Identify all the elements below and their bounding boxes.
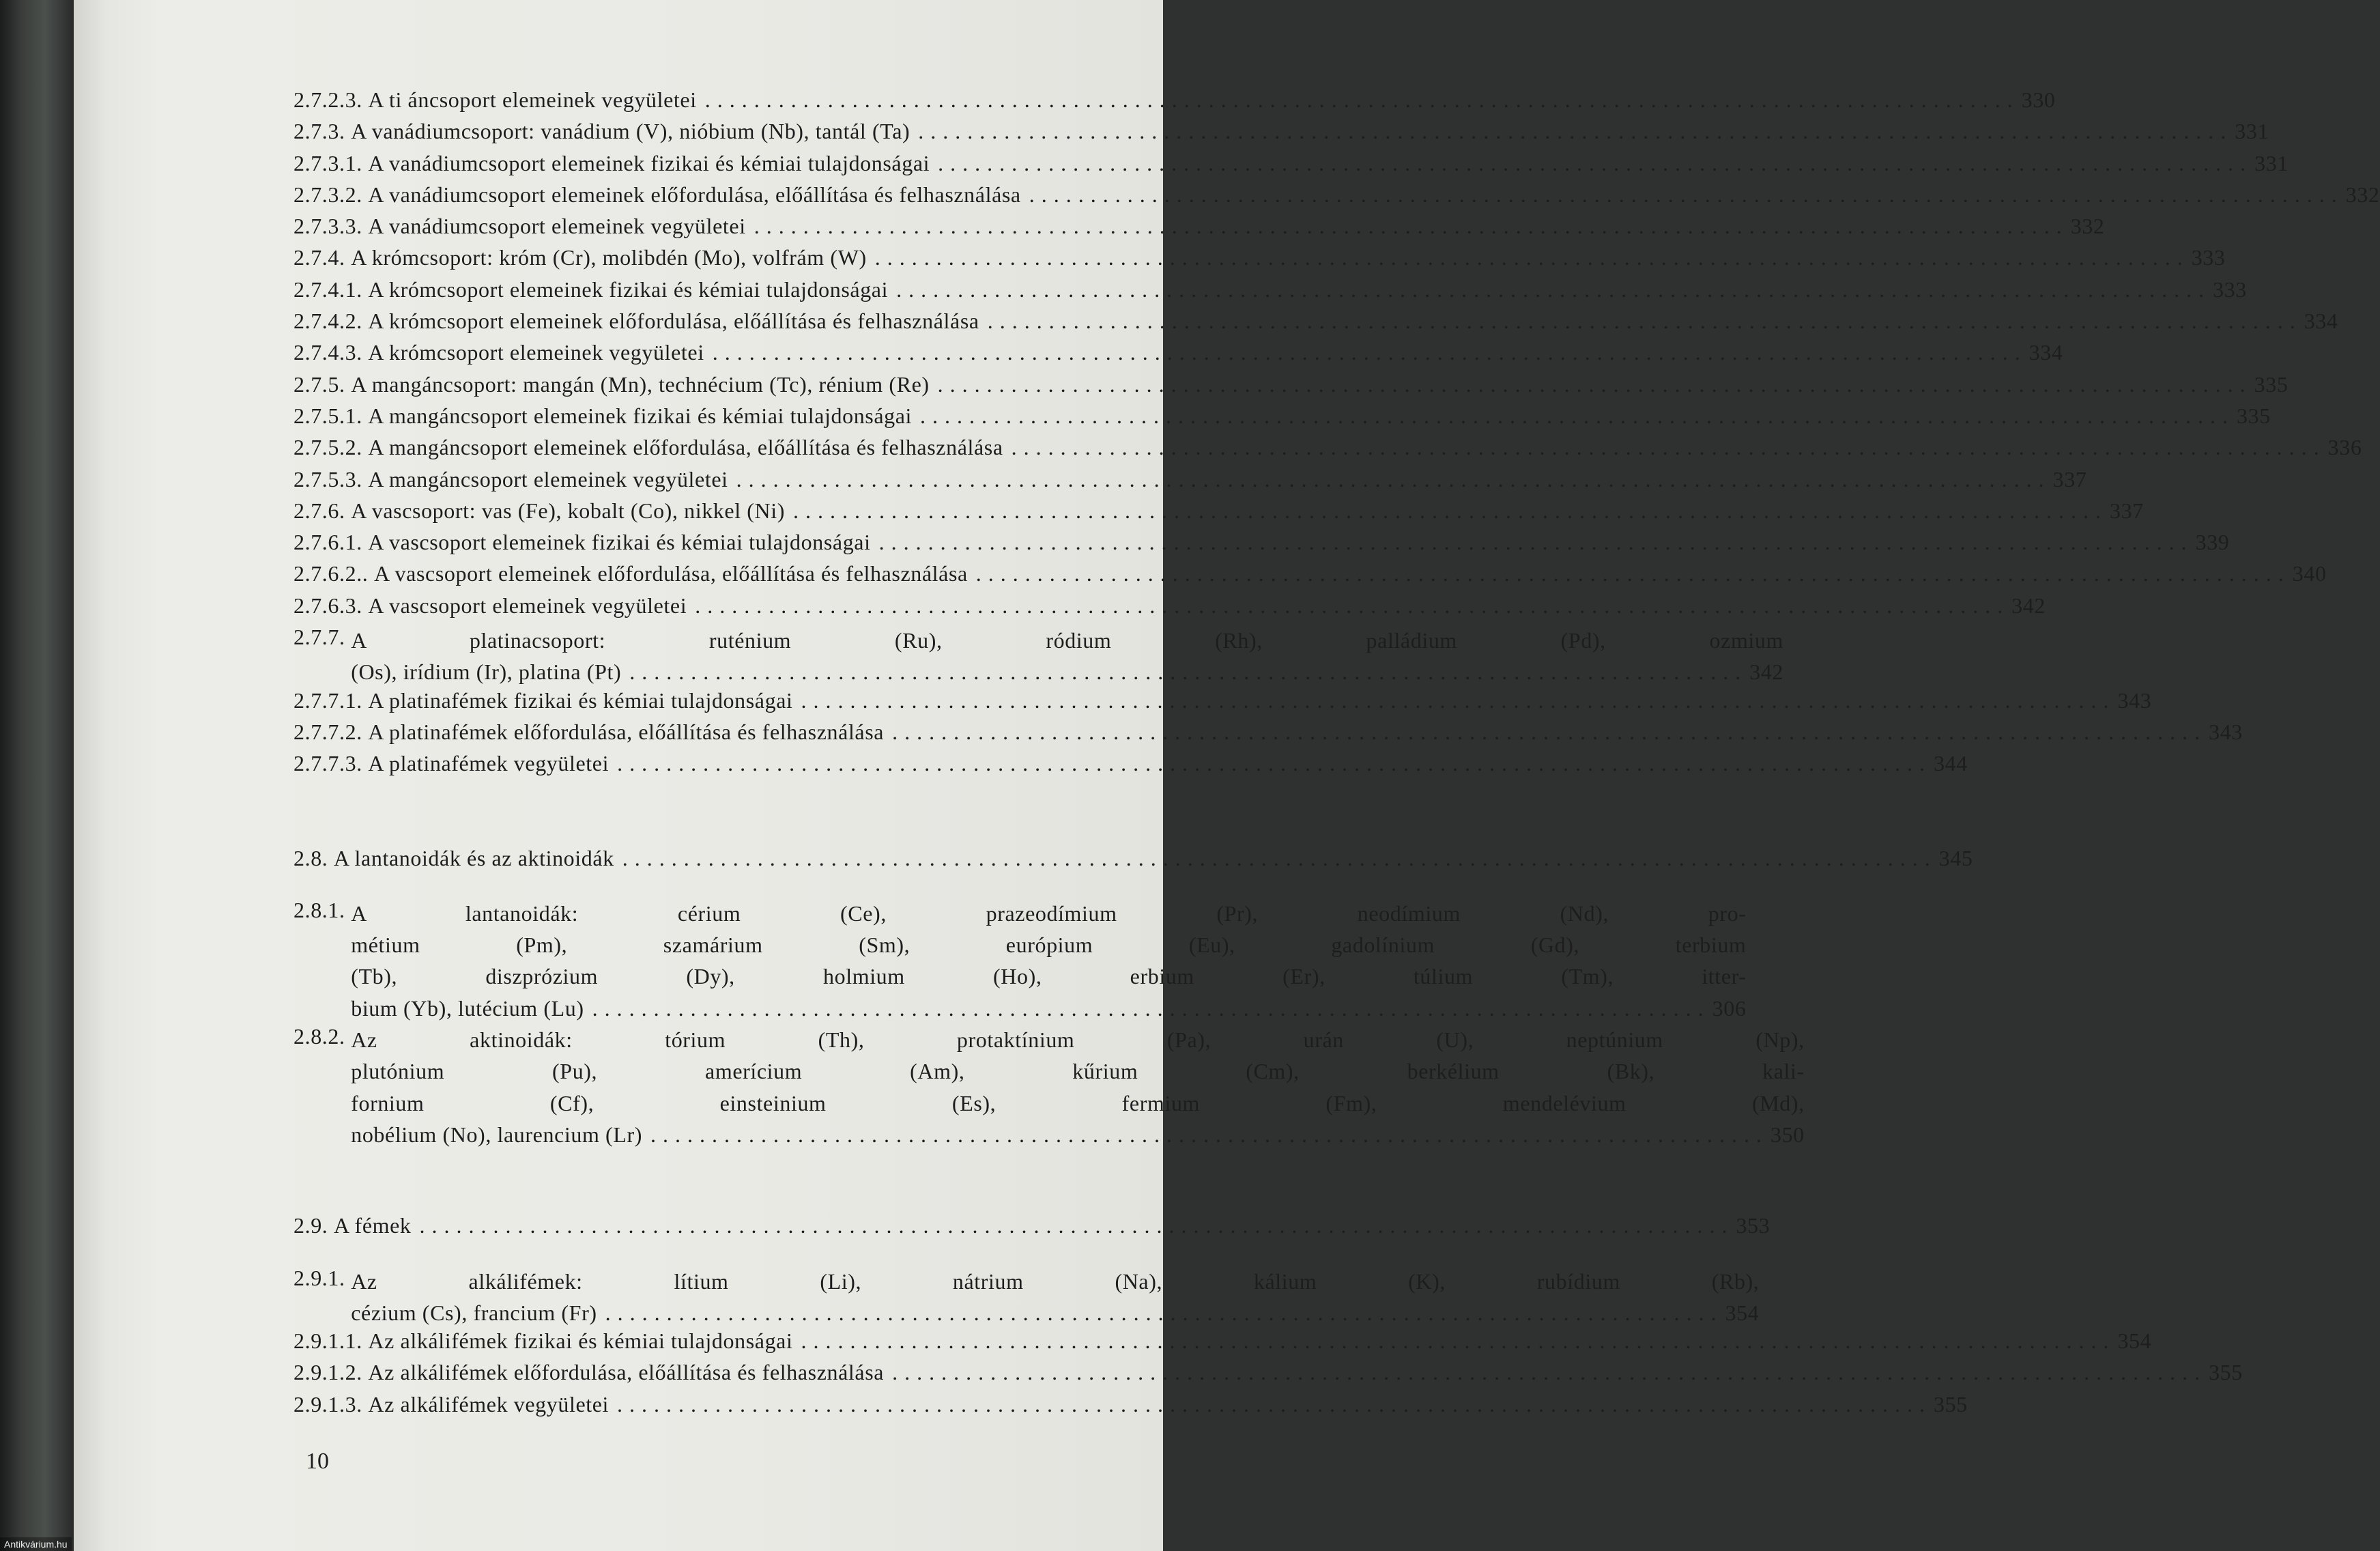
dot-leader <box>713 340 2021 365</box>
toc-group-2-7 <box>293 87 2380 625</box>
toc-entry-title: A mangáncsoport: mangán (Mn), technécium (Tc), rénium (Re) <box>351 371 930 397</box>
dot-leader <box>875 245 2183 270</box>
dot-leader <box>736 467 2045 492</box>
book-page <box>74 0 2380 1551</box>
toc-entry-title: A mangáncsoport elemeinek vegyületei <box>368 466 728 492</box>
toc-entry-page: 342 <box>2011 593 2046 618</box>
toc-entry-number: 2.8.1. <box>293 897 345 922</box>
toc-entry <box>293 687 2152 720</box>
toc-entry-number: 2.7.3. <box>293 119 345 144</box>
toc-entry-title-line: (Os), irídium (Ir), platina (Pt) <box>351 659 622 685</box>
toc-entry-title: A vanádiumcsoport elemeinek vegyületei <box>368 214 746 239</box>
toc-entry <box>293 214 2105 245</box>
toc-entry-number: 2.7.3.3. <box>293 214 362 239</box>
toc-entry-title-line: A platinacsoport: ruténium (Ru), ródium (Rh), palládium (Pd), ozmium <box>351 628 1784 653</box>
toc-entry-page: 330 <box>2021 87 2056 112</box>
table-of-contents <box>293 87 2380 1423</box>
toc-entry-number: 2.7.6.2.. <box>293 561 369 586</box>
toc-entry-number: 2.7.4.3. <box>293 340 362 365</box>
toc-entry-title-line: bium (Yb), lutécium (Lu) <box>351 995 584 1021</box>
dot-leader <box>896 277 2205 302</box>
toc-entry-title: A vanádiumcsoport elemeinek fizikai és kémiai tulajdonságai <box>368 150 930 175</box>
toc-entry-page: 335 <box>2237 403 2271 428</box>
toc-entry-title-line: A lantanoidák: cérium (Ce), prazeodímium (Pr), neodímium (Nd), pro- <box>351 900 1747 926</box>
toc-entry-page: 343 <box>2117 687 2152 713</box>
dot-leader <box>617 1392 1925 1417</box>
toc-entry-page: 344 <box>1934 751 1968 776</box>
toc-entry-page: 334 <box>2304 309 2338 334</box>
toc-entry-number: 2.7.4.2. <box>293 309 362 334</box>
toc-entry-2-8-1 <box>293 897 1747 1024</box>
toc-entry <box>293 466 2087 498</box>
toc-entry-page: 343 <box>2209 719 2243 744</box>
toc-entry <box>293 1391 1968 1423</box>
toc-entry-title: A fémek <box>334 1213 412 1238</box>
dot-leader <box>650 1119 1762 1150</box>
toc-entry <box>293 87 2056 119</box>
toc-entry-page: 339 <box>2195 530 2230 555</box>
dot-leader <box>420 1213 1728 1238</box>
dot-leader <box>592 993 1704 1024</box>
toc-entry-title: A krómcsoport elemeinek vegyületei <box>368 340 704 365</box>
toc-entry-page: 354 <box>2117 1328 2152 1354</box>
toc-entry <box>293 119 2269 150</box>
toc-entry <box>293 150 2289 182</box>
toc-entry-page: 350 <box>1770 1122 1805 1147</box>
toc-entry-title: A platinafémek előfordulása, előállítása és felhasználása <box>368 719 885 744</box>
toc-entry-page: 334 <box>2028 340 2063 365</box>
toc-entry-number: 2.7.7.3. <box>293 751 362 776</box>
toc-entry-page: 333 <box>2191 245 2226 270</box>
toc-entry-title: A vanádiumcsoport elemeinek előfordulása, előállítása és felhasználása <box>368 182 1021 207</box>
toc-entry-title: Az alkálifémek fizikai és kémiai tulajdonságai <box>368 1328 793 1354</box>
toc-entry-number: 2.7.6.3. <box>293 593 362 618</box>
dot-leader <box>629 656 1741 687</box>
toc-entry-number: 2.9.1.2. <box>293 1360 362 1385</box>
toc-entry-page: 306 <box>1712 995 1747 1021</box>
toc-entry-number: 2.7.3.2. <box>293 182 362 207</box>
toc-entry <box>293 719 2243 751</box>
dot-leader <box>938 372 2246 397</box>
dot-leader <box>705 87 2013 113</box>
toc-entry-title: A krómcsoport elemeinek előfordulása, előállítása és felhasználása <box>368 309 979 334</box>
toc-entry-2-8-2 <box>293 1024 1805 1150</box>
toc-entry <box>293 593 2046 625</box>
toc-entry-page: 345 <box>1938 845 1973 870</box>
toc-entry-title: A mangáncsoport elemeinek előfordulása, előállítása és felhasználása <box>368 435 1003 460</box>
dot-leader <box>892 1360 2200 1385</box>
toc-entry-title: Az alkálifémek előfordulása, előállítása és felhasználása <box>368 1360 885 1385</box>
toc-entry <box>293 498 2144 530</box>
toc-entry-title-line: plutónium (Pu), amerícium (Am), kűrium (Cm), berkélium (Bk), kali- <box>351 1059 1805 1084</box>
dot-leader <box>892 720 2200 745</box>
toc-entry-number: 2.7.7. <box>293 625 345 650</box>
dot-leader <box>617 751 1925 776</box>
dot-leader <box>988 309 2296 334</box>
dot-leader <box>918 119 2226 144</box>
toc-entry-title: A vascsoport elemeinek vegyületei <box>368 593 687 618</box>
toc-entry-number: 2.7.5.3. <box>293 466 362 492</box>
toc-entry <box>293 751 1968 782</box>
toc-entry <box>293 245 2226 276</box>
toc-entry-title-line: métium (Pm), szamárium (Sm), európium (Eu), gadolínium (Gd), terbium <box>351 933 1747 958</box>
toc-entry-page: 333 <box>2213 276 2247 302</box>
dot-leader <box>801 688 2110 713</box>
toc-entry-page: 332 <box>2345 182 2380 207</box>
toc-entry-number: 2.7.4.1. <box>293 276 362 302</box>
toc-entry-title-line: Az aktinoidák: tórium (Th), protaktínium (Pa), urán (U), neptúnium (Np), <box>351 1027 1805 1053</box>
dot-leader <box>920 403 2228 429</box>
toc-entry-title: A platinafémek fizikai és kémiai tulajdonságai <box>368 687 793 713</box>
toc-entry-title: A mangáncsoport elemeinek fizikai és kémiai tulajdonságai <box>368 403 913 428</box>
toc-entry <box>293 371 2289 403</box>
toc-entry <box>293 340 2063 371</box>
toc-entry-number: 2.9.1.3. <box>293 1391 362 1417</box>
toc-entry-title: A vascsoport: vas (Fe), kobalt (Co), nikkel (Ni) <box>351 498 786 523</box>
toc-entry <box>293 309 2338 340</box>
toc-entry-number: 2.7.4. <box>293 245 345 270</box>
toc-entry <box>293 276 2247 309</box>
toc-entry-title-line: fornium (Cf), einsteinium (Es), fermium (Fm), mendelévium (Md), <box>351 1090 1805 1115</box>
toc-entry <box>293 403 2271 435</box>
toc-entry-number: 2.7.3.1. <box>293 150 362 175</box>
toc-entry-page: 353 <box>1736 1213 1770 1238</box>
toc-entry-page: 337 <box>2052 466 2087 492</box>
page-number: 10 <box>306 1449 329 1474</box>
toc-entry-number: 2.7.7.1. <box>293 687 362 713</box>
toc-entry-page: 342 <box>1749 659 1784 685</box>
toc-entry-number: 2.7.7.2. <box>293 719 362 744</box>
toc-entry-title: A ti áncsoport elemeinek vegyületei <box>368 87 697 112</box>
toc-entry-title: A vanádiumcsoport: vanádium (V), nióbium (Nb), tantál (Ta) <box>351 119 911 144</box>
toc-entry-page: 337 <box>2110 498 2144 523</box>
toc-entry-number: 2.7.5.2. <box>293 435 362 460</box>
toc-entry-title: A vascsoport elemeinek fizikai és kémiai tulajdonságai <box>368 530 871 555</box>
toc-entry-page: 355 <box>2209 1360 2243 1385</box>
toc-group-2-9-1 <box>293 1328 2243 1423</box>
toc-entry-page: 336 <box>2327 435 2362 460</box>
dot-leader <box>1029 182 2338 208</box>
toc-entry-title: A krómcsoport elemeinek fizikai és kémiai tulajdonságai <box>368 276 889 302</box>
dot-leader <box>605 1297 1717 1328</box>
dot-leader <box>754 214 2063 239</box>
toc-entry <box>293 561 2327 593</box>
toc-entry-title: A platinafémek vegyületei <box>368 751 610 776</box>
toc-entry <box>293 182 2380 214</box>
toc-entry-title-line: Az alkálifémek: lítium (Li), nátrium (Na), kálium (K), rubídium (Rb), <box>351 1268 1760 1294</box>
toc-entry-title-line: cézium (Cs), francium (Fr) <box>351 1300 597 1325</box>
toc-entry-number: 2.8.2. <box>293 1024 345 1049</box>
toc-entry <box>293 435 2362 466</box>
toc-group-2-7-7 <box>293 687 2243 783</box>
toc-entry <box>293 530 2230 561</box>
book-spine <box>0 0 75 1551</box>
watermark: Antikvárium.hu <box>0 1537 72 1551</box>
dot-leader <box>938 151 2246 176</box>
toc-entry-2-7-7 <box>293 625 1784 688</box>
toc-entry-number: 2.7.5.1. <box>293 403 362 428</box>
toc-entry-page: 332 <box>2070 214 2105 239</box>
toc-entry-number: 2.9.1. <box>293 1265 345 1290</box>
toc-entry-page: 331 <box>2254 150 2289 175</box>
toc-entry <box>293 1360 2243 1391</box>
toc-entry-number: 2.7.5. <box>293 371 345 397</box>
toc-entry-page: 335 <box>2254 371 2289 397</box>
toc-entry-number: 2.7.6. <box>293 498 345 523</box>
dot-leader <box>1012 435 2320 460</box>
toc-entry-title: Az alkálifémek vegyületei <box>368 1391 610 1417</box>
toc-entry-number: 2.9.1.1. <box>293 1328 362 1354</box>
dot-leader <box>793 498 2102 524</box>
toc-section-2-8 <box>293 845 1973 877</box>
toc-entry-title-line: nobélium (No), laurencium (Lr) <box>351 1122 642 1147</box>
toc-entry-page: 355 <box>1934 1391 1968 1417</box>
toc-entry-page: 354 <box>1725 1300 1760 1325</box>
toc-entry-number: 2.7.2.3. <box>293 87 362 112</box>
toc-entry-page: 331 <box>2235 119 2269 144</box>
toc-entry-title: A lantanoidák és az aktinoidák <box>334 845 614 870</box>
toc-entry-title: A vascsoport elemeinek előfordulása, előállítása és felhasználása <box>374 561 968 586</box>
toc-entry-number: 2.9. <box>293 1213 328 1238</box>
toc-entry-2-9-1 <box>293 1265 1760 1329</box>
toc-entry <box>293 1328 2152 1360</box>
dot-leader <box>879 530 2188 555</box>
dot-leader <box>622 846 1931 871</box>
toc-entry-title: A krómcsoport: króm (Cr), molibdén (Mo), volfrám (W) <box>351 245 867 270</box>
toc-entry-page: 340 <box>2292 561 2327 586</box>
dot-leader <box>976 561 2284 586</box>
dot-leader <box>801 1328 2109 1354</box>
toc-entry-number: 2.8. <box>293 845 328 870</box>
toc-section-2-9 <box>293 1213 1770 1244</box>
dot-leader <box>695 593 2003 618</box>
toc-entry-number: 2.7.6.1. <box>293 530 362 555</box>
toc-entry-title-line: (Tb), diszprózium (Dy), holmium (Ho), erbium (Er), túlium (Tm), itter- <box>351 964 1747 989</box>
